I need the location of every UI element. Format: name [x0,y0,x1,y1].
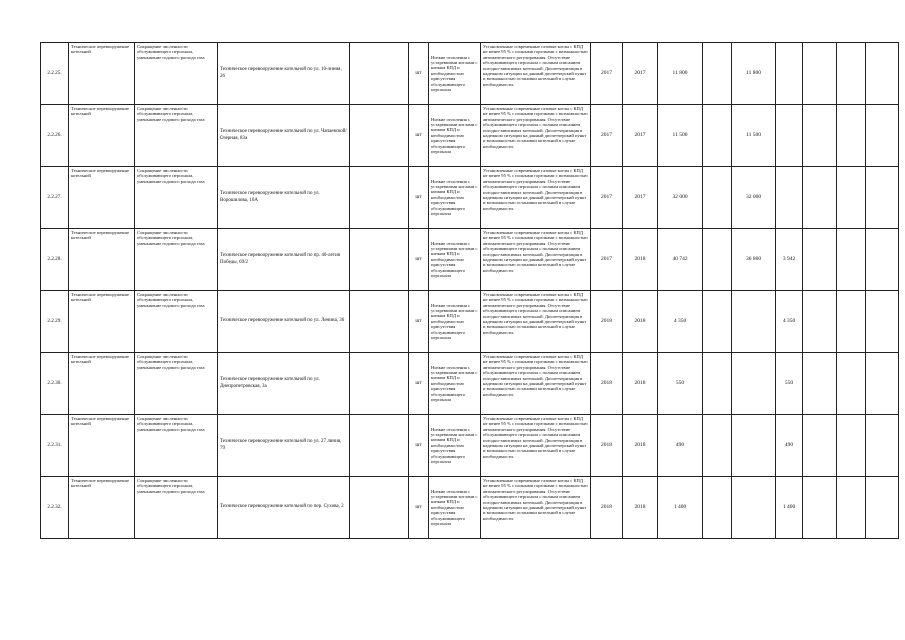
table-row [41,105,899,167]
cost-b: 11 800 [732,43,776,105]
measure-name: Техническое перевооружение котельной [69,291,135,353]
empty-cell [837,353,866,415]
empty-cell [866,291,899,353]
empty-cell [837,229,866,291]
cost-total: 11 800 [658,43,703,105]
empty-cell [837,477,866,539]
row-number: 2.2.31. [41,415,69,477]
table-row [41,353,899,415]
reason-cell: Низкие отопления с устаревшими котлами с низким КПД и необходимостью присутствия обслуживающего персонала [429,477,481,539]
cost-c [776,105,803,167]
reason-cell: Низкие отопления с устаревшими котлами с низким КПД и необходимостью присутствия обслуживающего персонала [429,415,481,477]
cost-a [703,477,732,539]
result-cell: Установленные современные газовые котлы с КПД не менее 95 % с полными горелками с возможностью автоматического регулирования. Отсутствие обслуживающего персонала с полным описанием погодно-зависимых котельной. Диспетчеризация в надежном ситуации на данный диспетчерский пункт и возможностью остановки котельной в случае необходимости. [481,353,591,415]
object-address: Техническое перевооружение котельной по ул. Ворошилова, 10А [218,167,350,229]
empty-cell [837,415,866,477]
empty-cell [350,167,409,229]
reason-cell: Низкие отопления с устаревшими котлами с низким КПД и необходимостью присутствия обслуживающего персонала [429,105,481,167]
measure-goal: Сокращение численности обслуживающего персонала, уменьшение годового расхода газа [135,477,218,539]
empty-cell [866,167,899,229]
table-row [41,415,899,477]
empty-cell [803,105,837,167]
empty-cell [837,105,866,167]
empty-cell [803,477,837,539]
table-row [41,291,899,353]
cost-b: 36 800 [732,229,776,291]
cost-a [703,105,732,167]
table-row [41,167,899,229]
cost-b [732,291,776,353]
cost-b [732,353,776,415]
row-number: 2.2.25. [41,43,69,105]
reason-cell: Низкие отопления с устаревшими котлами с низким КПД и необходимостью присутствия обслуживающего персонала [429,43,481,105]
cost-total: 32 000 [658,167,703,229]
table-row [41,477,899,539]
cost-c: 490 [776,415,803,477]
cost-total: 1 400 [658,477,703,539]
empty-cell [803,229,837,291]
result-cell: Установленные современные газовые котлы с КПД не менее 95 % с полными горелками с возможностью автоматического регулирования. Отсутствие обслуживающего персонала с полным описанием погодно-зависимых котельной. Диспетчеризация в надежном ситуации на данный диспетчерский пункт и возможностью остановки котельной в случае необходимости. [481,415,591,477]
cost-total: 11 500 [658,105,703,167]
object-address: Техническое перевооружение котельной по ул. Днепропетровская, 3а [218,353,350,415]
row-number: 2.2.28. [41,229,69,291]
result-cell: Установленные современные газовые котлы с КПД не менее 95 % с полными горелками с возможностью автоматического регулирования. Отсутствие обслуживающего персонала с полным описанием погодно-зависимых котельной. Диспетчеризация в надежном ситуации на данный диспетчерский пункт и возможностью остановки котельной в случае необходимости. [481,105,591,167]
row-number: 2.2.30. [41,353,69,415]
measure-name: Техническое перевооружение котельной [69,105,135,167]
empty-cell [350,415,409,477]
empty-cell [350,477,409,539]
unit-cell: шт [409,167,429,229]
empty-cell [866,105,899,167]
table-row [41,229,899,291]
cost-a [703,353,732,415]
cost-c [776,43,803,105]
unit-cell: шт [409,415,429,477]
year-end: 2018 [623,229,658,291]
cost-b: 32 000 [732,167,776,229]
measure-goal: Сокращение численности обслуживающего персонала, уменьшение годового расхода газа [135,291,218,353]
year-end: 2017 [623,167,658,229]
cost-a [703,415,732,477]
reason-cell: Низкие отопления с устаревшими котлами с низким КПД и необходимостью присутствия обслуживающего персонала [429,167,481,229]
row-number: 2.2.26. [41,105,69,167]
cost-c: 1 400 [776,477,803,539]
cost-a [703,167,732,229]
cost-b: 11 500 [732,105,776,167]
cost-total: 40 742 [658,229,703,291]
result-cell: Установленные современные газовые котлы с КПД не менее 95 % с полными горелками с возможностью автоматического регулирования. Отсутствие обслуживающего персонала с полным описанием погодно-зависимых котельной. Диспетчеризация в надежном ситуации на данный диспетчерский пункт и возможностью остановки котельной в случае необходимости. [481,291,591,353]
year-start: 2017 [591,105,623,167]
unit-cell: шт [409,229,429,291]
row-number: 2.2.29. [41,291,69,353]
empty-cell [866,353,899,415]
cost-total: 4 350 [658,291,703,353]
object-address: Техническое перевооружение котельной по ул. Чапаевской/Озерная, 83а [218,105,350,167]
measure-goal: Сокращение численности обслуживающего персонала, уменьшение годового расхода газа [135,43,218,105]
cost-a [703,43,732,105]
cost-total: 550 [658,353,703,415]
year-end: 2018 [623,353,658,415]
empty-cell [803,415,837,477]
empty-cell [866,415,899,477]
year-end: 2018 [623,477,658,539]
cost-b [732,415,776,477]
year-start: 2018 [591,415,623,477]
measure-goal: Сокращение численности обслуживающего персонала, уменьшение годового расхода газа [135,105,218,167]
result-cell: Установленные современные газовые котлы с КПД не менее 95 % с полными горелками с возможностью автоматического регулирования. Отсутствие обслуживающего персонала с полным описанием погодно-зависимых котельной. Диспетчеризация в надежном ситуации на данный диспетчерский пункт и возможностью остановки котельной в случае необходимости. [481,43,591,105]
table-body [41,43,899,539]
reason-cell: Низкие отопления с устаревшими котлами с низким КПД и необходимостью присутствия обслуживающего персонала [429,353,481,415]
investment-table [40,42,899,539]
year-end: 2018 [623,415,658,477]
empty-cell [350,229,409,291]
measure-name: Техническое перевооружение котельной [69,167,135,229]
cost-a [703,229,732,291]
empty-cell [350,291,409,353]
cost-a [703,291,732,353]
empty-cell [803,353,837,415]
row-number: 2.2.32. [41,477,69,539]
cost-total: 490 [658,415,703,477]
row-number: 2.2.27. [41,167,69,229]
measure-goal: Сокращение численности обслуживающего персонала, уменьшение годового расхода газа [135,415,218,477]
object-address: Техническое перевооружение котельной по ул. Ленина, 36 [218,291,350,353]
unit-cell: шт [409,477,429,539]
measure-goal: Сокращение численности обслуживающего персонала, уменьшение годового расхода газа [135,229,218,291]
year-end: 2018 [623,291,658,353]
empty-cell [350,43,409,105]
empty-cell [837,167,866,229]
empty-cell [803,291,837,353]
cost-c: 4 350 [776,291,803,353]
cost-c [776,167,803,229]
measure-name: Техническое перевооружение котельной [69,353,135,415]
year-end: 2017 [623,105,658,167]
reason-cell: Низкие отопления с устаревшими котлами с низким КПД и необходимостью присутствия обслуживающего персонала [429,229,481,291]
measure-name: Техническое перевооружение котельной [69,229,135,291]
measure-name: Техническое перевооружение котельной [69,43,135,105]
measure-goal: Сокращение численности обслуживающего персонала, уменьшение годового расхода газа [135,167,218,229]
object-address: Техническое перевооружение котельной по пер. Сухова, 2 [218,477,350,539]
empty-cell [837,43,866,105]
year-start: 2018 [591,291,623,353]
object-address: Техническое перевооружение котельной по ул. 10-линия, 26 [218,43,350,105]
measure-name: Техническое перевооружение котельной [69,415,135,477]
year-start: 2018 [591,353,623,415]
object-address: Техническое перевооружение котельной по пр. 40-летия Победы, 69/2 [218,229,350,291]
unit-cell: шт [409,353,429,415]
result-cell: Установленные современные газовые котлы с КПД не менее 95 % с полными горелками с возможностью автоматического регулирования. Отсутствие обслуживающего персонала с полным описанием погодно-зависимых котельной. Диспетчеризация в надежном ситуации на данный диспетчерский пункт и возможностью остановки котельной в случае необходимости. [481,229,591,291]
year-end: 2017 [623,43,658,105]
result-cell: Установленные современные газовые котлы с КПД не менее 95 % с полными горелками с возможностью автоматического регулирования. Отсутствие обслуживающего персонала с полным описанием погодно-зависимых котельной. Диспетчеризация в надежном ситуации на данный диспетчерский пункт и возможностью остановки котельной в случае необходимости. [481,167,591,229]
table-row [41,43,899,105]
year-start: 2018 [591,477,623,539]
year-start: 2017 [591,229,623,291]
reason-cell: Низкие отопления с устаревшими котлами с низким КПД и необходимостью присутствия обслуживающего персонала [429,291,481,353]
year-start: 2017 [591,43,623,105]
empty-cell [866,43,899,105]
empty-cell [350,105,409,167]
document-sheet [40,42,826,539]
result-cell: Установленные современные газовые котлы с КПД не менее 95 % с полными горелками с возможностью автоматического регулирования. Отсутствие обслуживающего персонала с полным описанием погодно-зависимых котельной. Диспетчеризация в надежном ситуации на данный диспетчерский пункт и возможностью остановки котельной в случае необходимости. [481,477,591,539]
empty-cell [803,167,837,229]
cost-c: 3 942 [776,229,803,291]
empty-cell [837,291,866,353]
object-address: Техническое перевооружение котельной по ул. 27 линия, 79 [218,415,350,477]
year-start: 2017 [591,167,623,229]
empty-cell [866,229,899,291]
empty-cell [350,353,409,415]
empty-cell [803,43,837,105]
cost-c: 550 [776,353,803,415]
cost-b [732,477,776,539]
measure-goal: Сокращение численности обслуживающего персонала, уменьшение годового расхода газа [135,353,218,415]
unit-cell: шт [409,43,429,105]
measure-name: Техническое перевооружение котельной [69,477,135,539]
unit-cell: шт [409,291,429,353]
empty-cell [866,477,899,539]
unit-cell: шт [409,105,429,167]
